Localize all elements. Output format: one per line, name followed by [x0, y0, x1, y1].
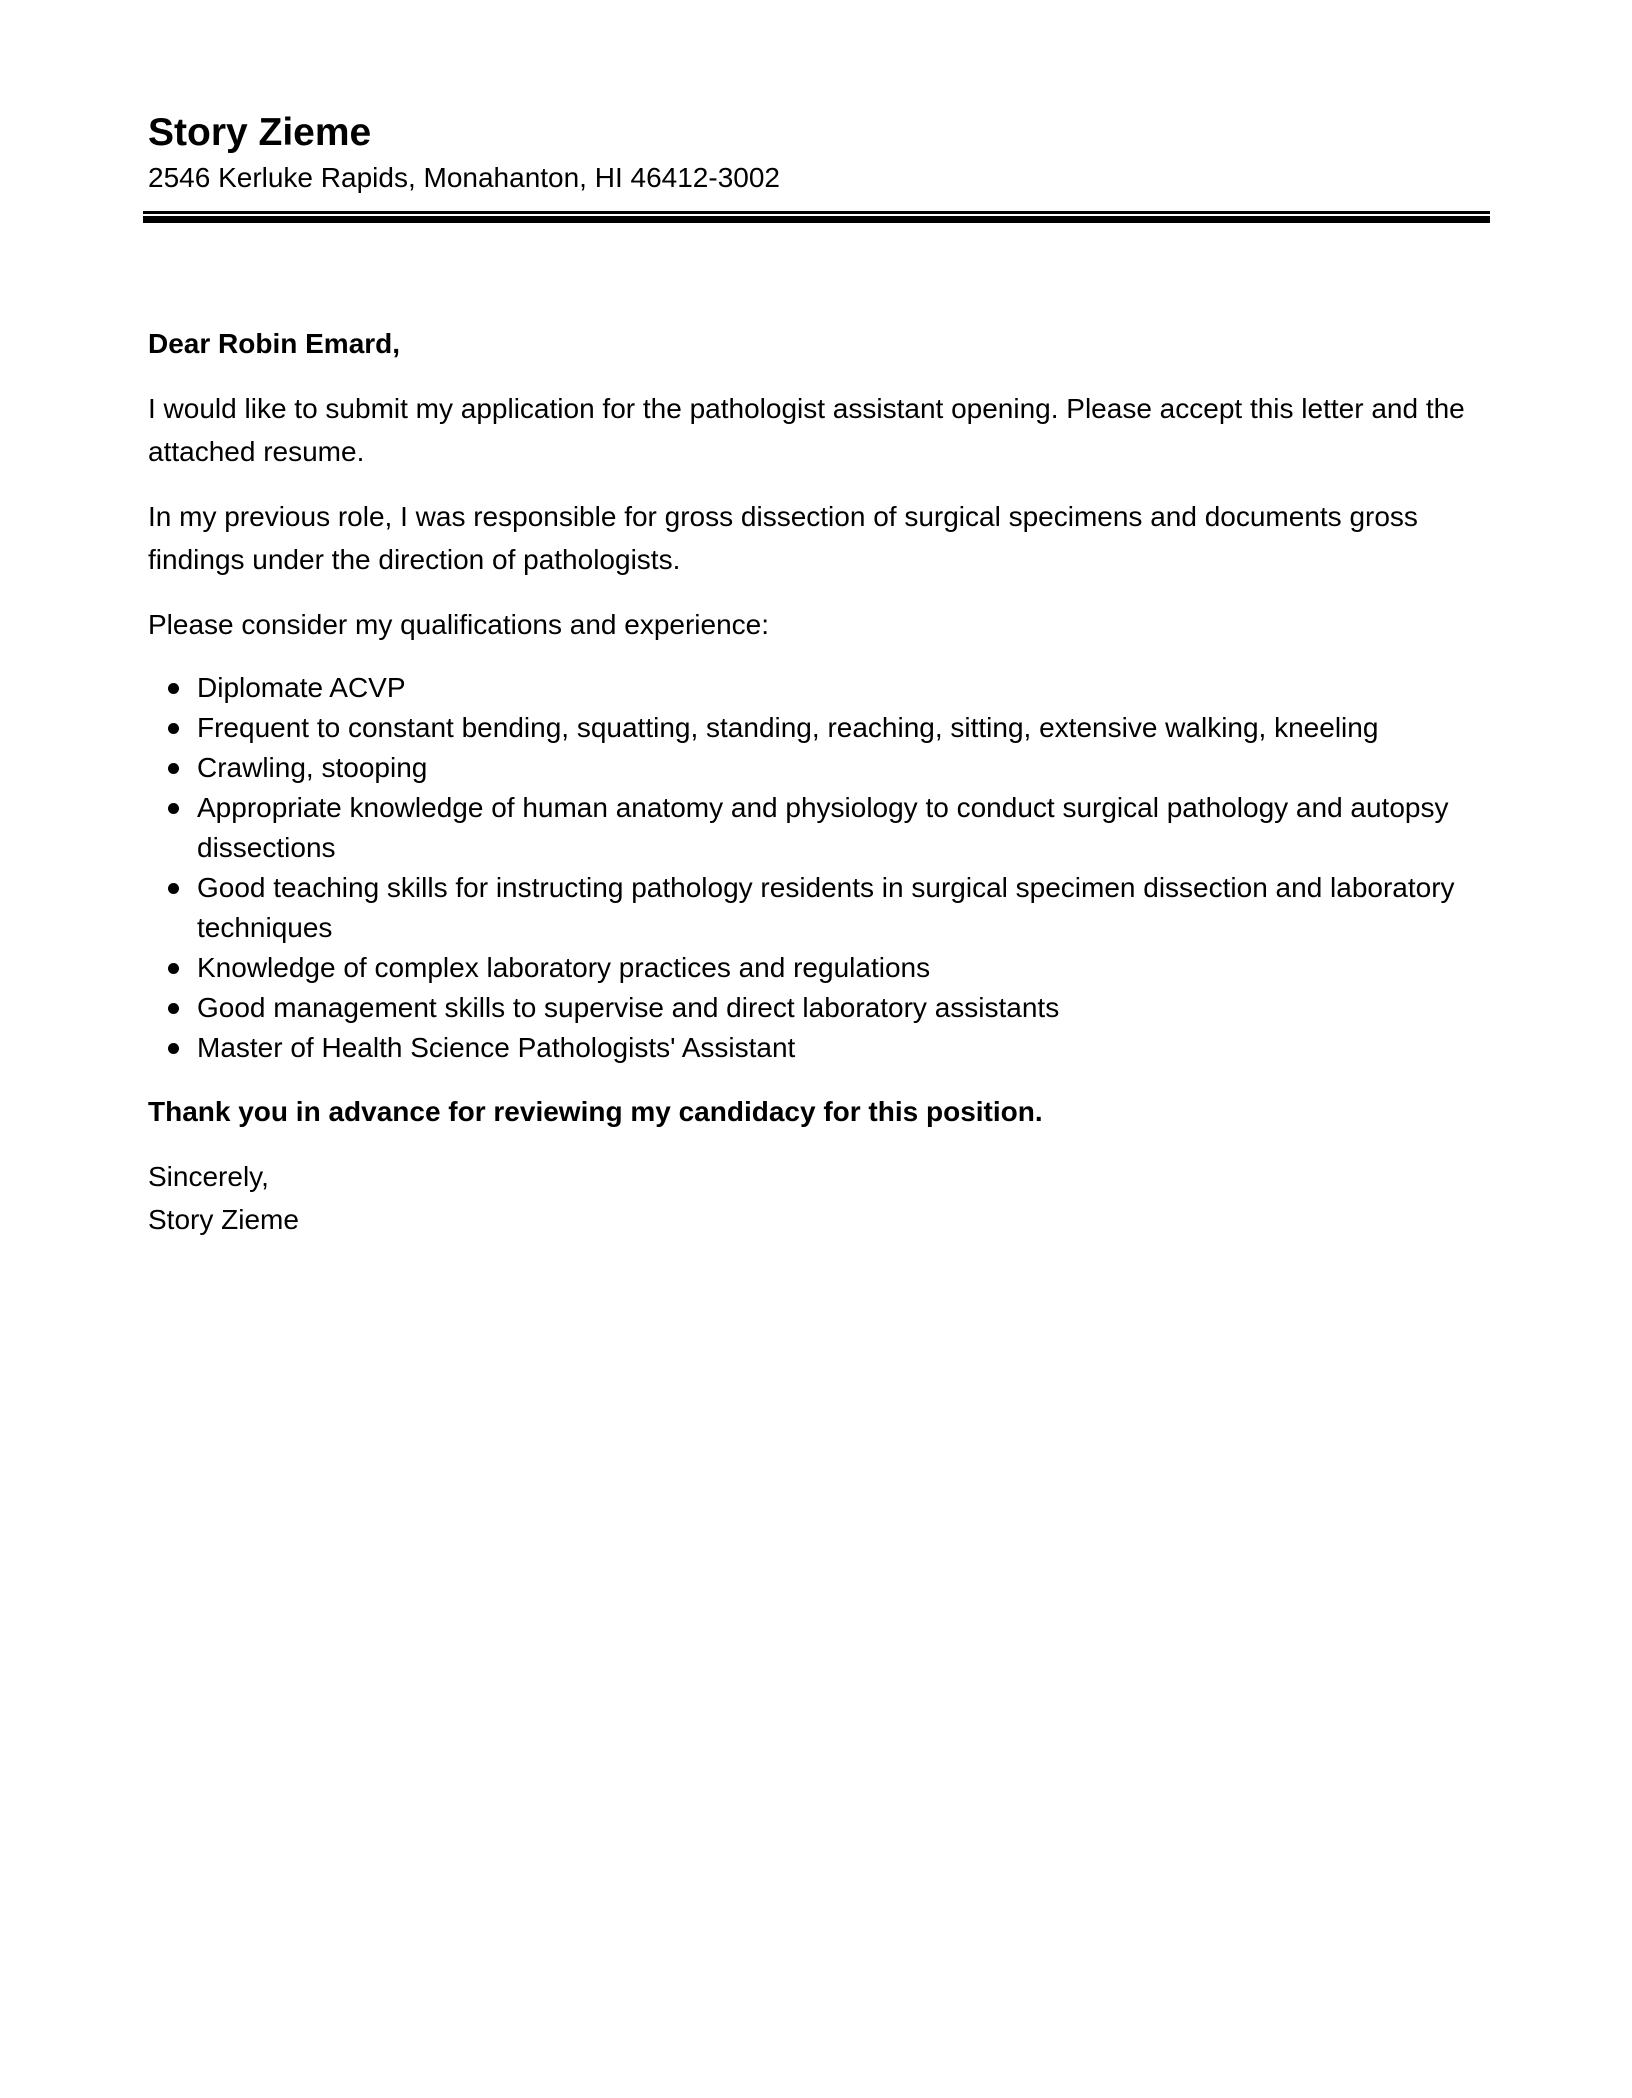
list-item-text: Knowledge of complex laboratory practices and regulations [197, 952, 931, 983]
sender-address: 2546 Kerluke Rapids, Monahanton, HI 46412-3002 [148, 162, 780, 193]
list-item [148, 988, 1488, 1028]
list-item-text: Master of Health Science Pathologists' Assistant [197, 1032, 796, 1063]
bullet-icon [168, 1003, 179, 1014]
list-item [148, 948, 1488, 988]
bullet-icon [168, 723, 179, 734]
paragraph-previous-role: In my previous role, I was responsible for gross dissection of surgical specimens and documents gross findings under the direction of pathologists. [148, 501, 1418, 575]
list-item [148, 868, 1488, 948]
list-item [148, 708, 1488, 748]
bullet-icon [168, 683, 179, 694]
list-item [148, 788, 1488, 868]
list-item-text: Crawling, stooping [197, 752, 428, 783]
bullet-icon [168, 963, 179, 974]
qualifications-list [148, 668, 1488, 1068]
header-divider [143, 211, 1490, 223]
header-divider-thick-line [143, 216, 1490, 223]
salutation: Dear Robin Emard, [148, 328, 401, 359]
list-item-text: Frequent to constant bending, squatting, standing, reaching, sitting, extensive walking, kneeling [197, 712, 1379, 743]
header-divider-thin-line [143, 211, 1490, 214]
closing-statement: Thank you in advance for reviewing my candidacy for this position. [148, 1096, 1043, 1127]
signoff: Sincerely, [148, 1161, 269, 1192]
list-item-text: Good management skills to supervise and direct laboratory assistants [197, 992, 1060, 1023]
letter-header [148, 108, 1488, 198]
paragraph-intro: I would like to submit my application for the pathologist assistant opening. Please accept this letter and the attached resume. [148, 393, 1465, 467]
bullet-icon [168, 803, 179, 814]
list-item [148, 668, 1488, 708]
list-item-text: Appropriate knowledge of human anatomy and physiology to conduct surgical pathology and autopsy dissections [197, 792, 1449, 863]
bullet-icon [168, 1043, 179, 1054]
sender-name: Story Zieme [148, 111, 372, 154]
bullet-icon [168, 883, 179, 894]
signature-name: Story Zieme [148, 1204, 299, 1235]
list-item-text: Good teaching skills for instructing pathology residents in surgical specimen dissection and laboratory techniques [197, 872, 1455, 943]
bullet-icon [168, 763, 179, 774]
paragraph-qualifications-lead: Please consider my qualifications and experience: [148, 609, 770, 640]
list-item [148, 748, 1488, 788]
list-item [148, 1028, 1488, 1068]
list-item-text: Diplomate ACVP [197, 672, 406, 703]
letter-body [148, 322, 1488, 1241]
